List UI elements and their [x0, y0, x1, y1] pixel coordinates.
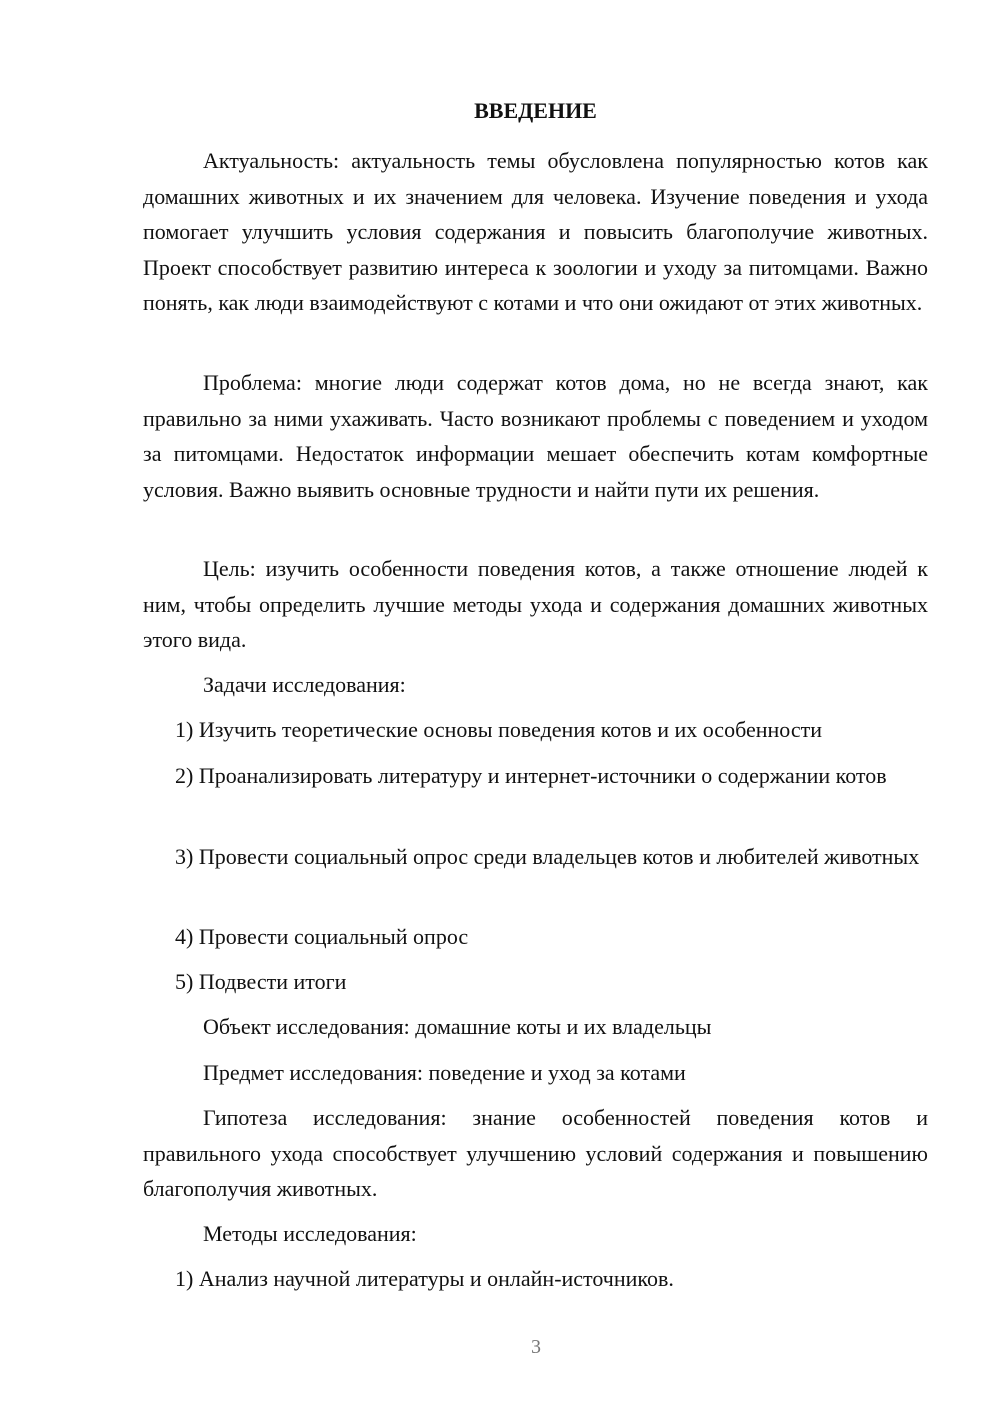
hypothesis-paragraph: Гипотеза исследования: знание особенностей поведения котов и правильного ухода способствует улучшению условий содержания и повышению благополучия животных.: [143, 1105, 928, 1201]
research-object: Объект исследования: домашние коты и их владельцы: [203, 1014, 712, 1039]
methods-heading: Методы исследования:: [203, 1221, 417, 1246]
task-item-3: 3) Провести социальный опрос среди владельцев котов и любителей животных: [175, 844, 920, 869]
goal-paragraph: Цель: изучить особенности поведения котов, а также отношение людей к ним, чтобы определить лучшие методы ухода и содержания домашних животных этого вида.: [143, 556, 928, 652]
task-item-4: 4) Провести социальный опрос: [175, 924, 469, 949]
research-subject: Предмет исследования: поведение и уход за котами: [203, 1060, 686, 1085]
method-item-1: 1) Анализ научной литературы и онлайн-источников.: [175, 1266, 674, 1291]
section-heading: ВВЕДЕНИЕ: [474, 98, 597, 123]
page-number: 3: [531, 1336, 541, 1358]
relevance-paragraph: Актуальность: актуальность темы обусловлена популярностью котов как домашних животных и их значением для человека. Изучение поведения и ухода помогает улучшить условия содержания и повысить благополучие животных. Проект способствует развитию интереса к зоологии и уходу за питомцами. Важно понять, как люди взаимодействуют с котами и что они ожидают от этих животных.: [143, 148, 928, 315]
problem-paragraph: Проблема: многие люди содержат котов дома, но не всегда знают, как правильно за ними ухаживать. Часто возникают проблемы с поведением и уходом за питомцами. Недостаток информации мешает обеспечить котам комфортные условия. Важно выявить основные трудности и найти пути их решения.: [143, 370, 928, 502]
task-item-5: 5) Подвести итоги: [175, 969, 347, 994]
tasks-heading: Задачи исследования:: [203, 672, 406, 697]
task-item-2: 2) Проанализировать литературу и интернет-источники о содержании котов: [175, 763, 887, 788]
task-item-1: 1) Изучить теоретические основы поведения котов и их особенности: [175, 717, 822, 742]
